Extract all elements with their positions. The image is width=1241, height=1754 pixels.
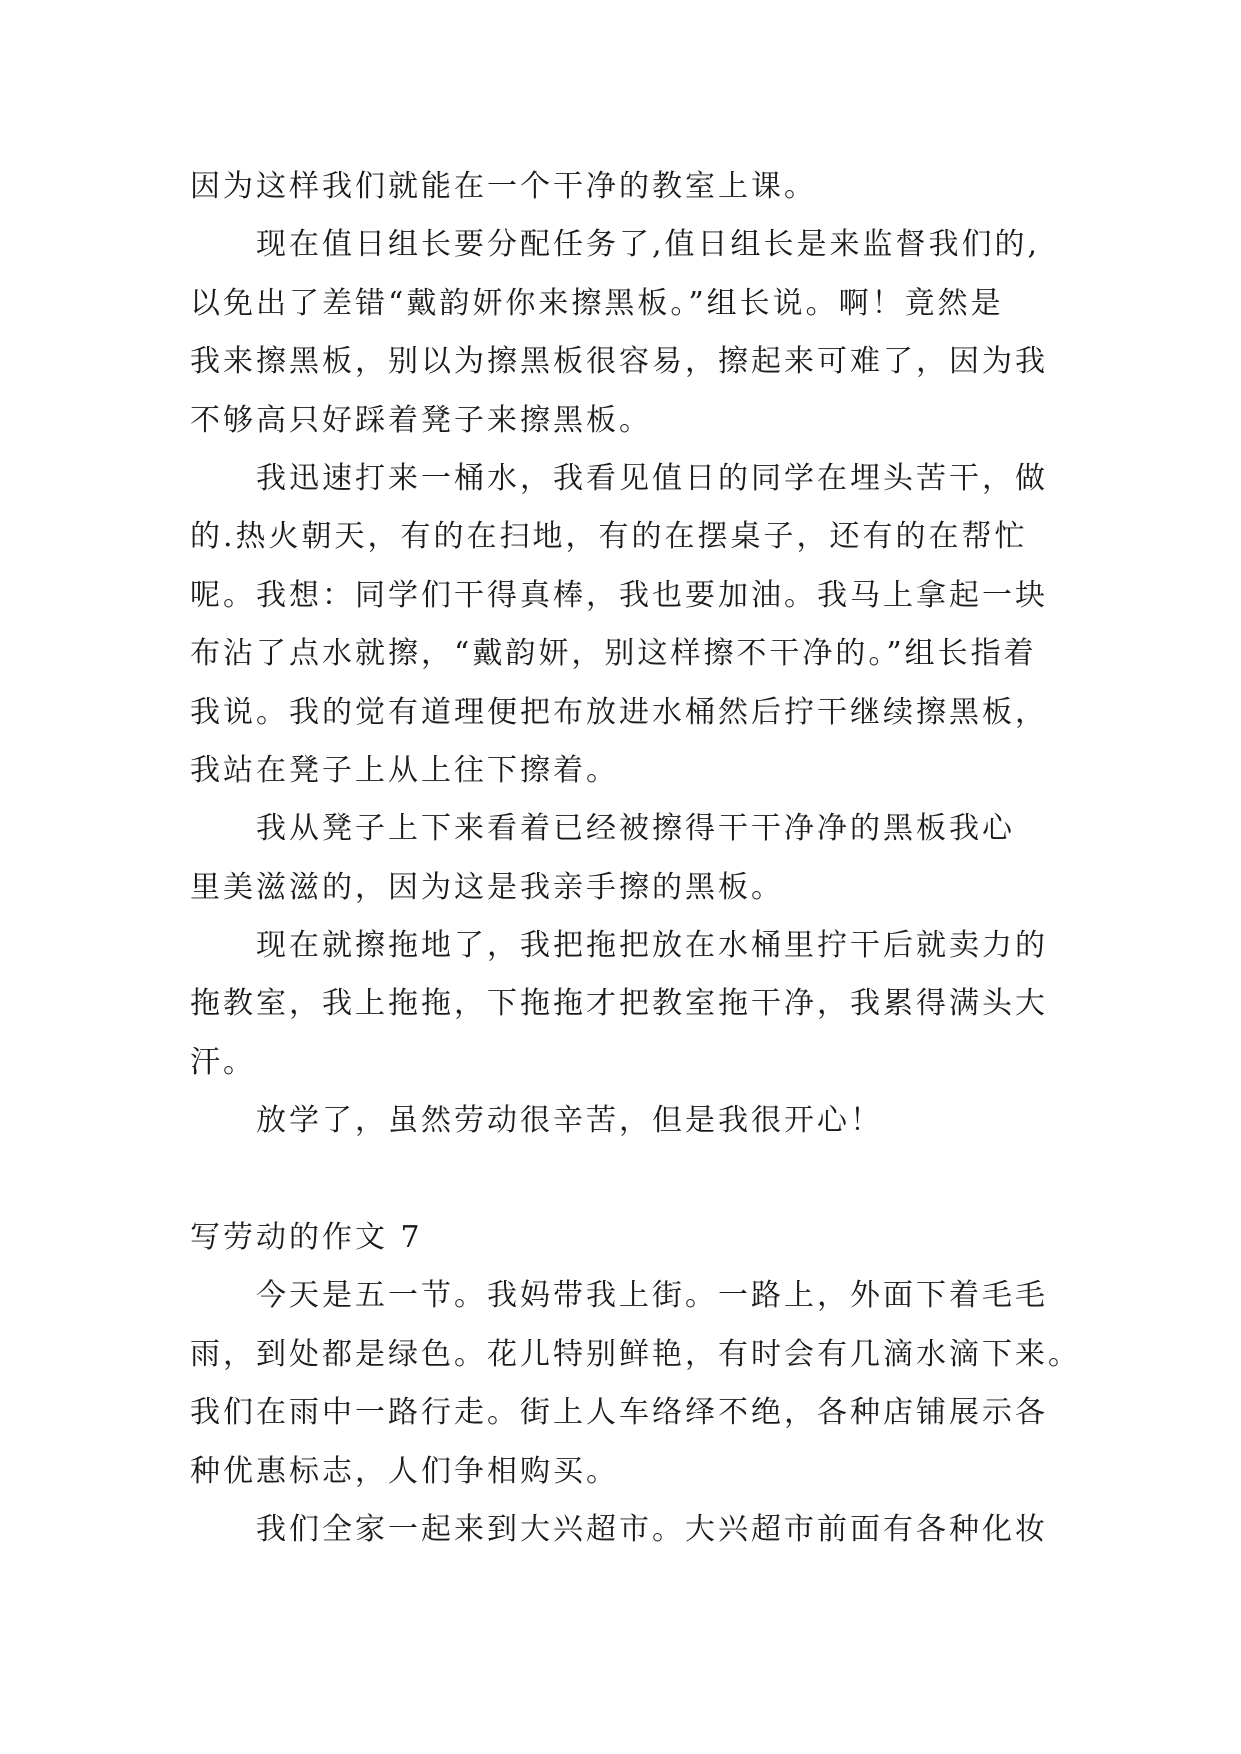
- text-line: 我们全家一起来到大兴超市。大兴超市前面有各种化妆: [190, 1511, 1048, 1547]
- text-line: 我说。我的觉有道理便把布放进水桶然后拧干继续擦黑板，: [190, 694, 1048, 730]
- section-heading: 写劳动的作文 7: [190, 1220, 423, 1256]
- text-line: 里美滋滋的，因为这是我亲手擦的黑板。: [190, 869, 784, 905]
- text-line: 现在就擦拖地了，我把拖把放在水桶里拧干后就卖力的: [190, 928, 1048, 964]
- text-line: 雨，到处都是绿色。花儿特别鲜艳，有时会有几滴水滴下来。: [190, 1336, 1081, 1372]
- text-line: 呢。我想：同学们干得真棒，我也要加油。我马上拿起一块: [190, 577, 1048, 613]
- text-line: 我迅速打来一桶水，我看见值日的同学在埋头苦干，做: [190, 460, 1048, 496]
- text-line: 放学了，虽然劳动很辛苦，但是我很开心！: [190, 1103, 883, 1139]
- text-line: 现在值日组长要分配任务了,值日组长是来监督我们的,: [190, 227, 1041, 263]
- text-line: 不够高只好踩着凳子来擦黑板。: [190, 402, 652, 438]
- blank-line: [190, 1151, 1090, 1209]
- text-line: 我来擦黑板，别以为擦黑板很容易，擦起来可难了，因为我: [190, 344, 1048, 380]
- text-line: 以免出了差错“戴韵妍你来擦黑板。”组长说。啊！竟然是: [190, 285, 1004, 321]
- text-line: 布沾了点水就擦，“戴韵妍，别这样擦不干净的。”组长指着: [190, 636, 1037, 672]
- text-line: 种优惠标志，人们争相购买。: [190, 1453, 619, 1489]
- document-body: [190, 158, 1090, 1559]
- text-line: 汗。: [190, 1044, 256, 1080]
- text-line: 今天是五一节。我妈带我上街。一路上，外面下着毛毛: [190, 1278, 1048, 1314]
- text-line: 拖教室，我上拖拖，下拖拖才把教室拖干净，我累得满头大: [190, 986, 1048, 1022]
- text-line: 我从凳子上下来看着已经被擦得干干净净的黑板我心: [190, 811, 1015, 847]
- text-line: 因为这样我们就能在一个干净的教室上课。: [190, 169, 817, 204]
- text-line: 我站在凳子上从上往下擦着。: [190, 752, 619, 788]
- text-line: 的.热火朝天，有的在扫地，有的在摆桌子，还有的在帮忙: [190, 519, 1028, 555]
- text-line: 我们在雨中一路行走。街上人车络绎不绝，各种店铺展示各: [190, 1395, 1048, 1431]
